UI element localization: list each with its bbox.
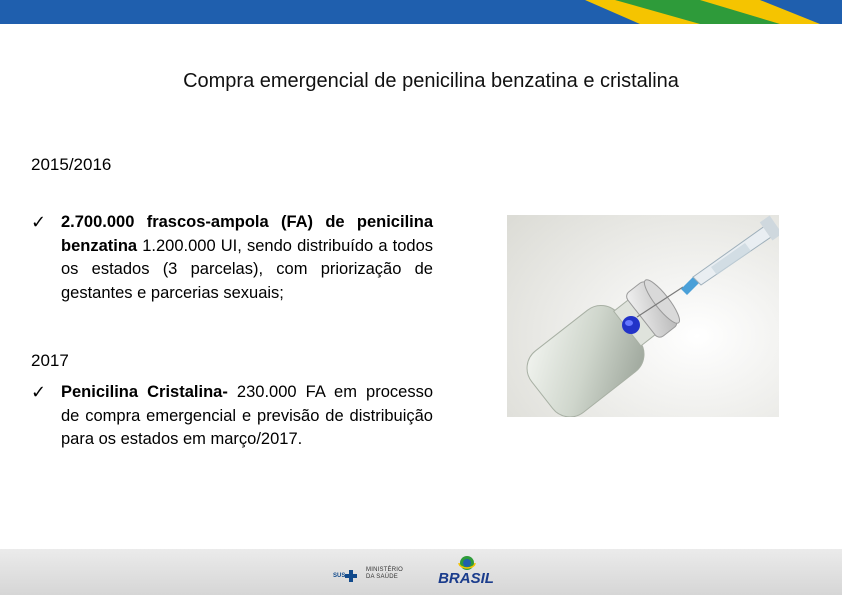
sus-label: SUS	[333, 573, 346, 579]
bullet-cristalina	[31, 381, 433, 452]
brasil-logo	[423, 555, 509, 589]
bullet-body-text: 1.200.000 UI, sendo distribuído a todos os estados (3 parcelas), com priorização de gestantes e parcerias sexuais;	[61, 236, 433, 302]
brasil-text: BRASIL	[438, 570, 494, 587]
footer-bar	[0, 549, 842, 595]
year-heading-2017: 2017	[31, 351, 69, 370]
ministry-label	[366, 567, 403, 581]
bullet-benzatina	[31, 211, 433, 305]
bullet-text	[61, 381, 433, 452]
slide-title: Compra emergencial de penicilina benzatina e cristalina	[183, 70, 679, 92]
bullet-body-text: 230.000 FA em processo de compra emergencial e previsão de distribuição para os estados em março/2017.	[61, 383, 433, 448]
top-banner	[0, 0, 842, 24]
ministry-line-1: MINISTÉRIO	[366, 567, 404, 573]
check-icon: ✓	[31, 212, 47, 232]
vial-syringe-photo	[507, 215, 779, 417]
check-icon: ✓	[31, 382, 47, 402]
bullet-bold-text: 2.700.000 frascos-ampola (FA) de penicilina benzatina	[61, 213, 433, 255]
year-heading-2015-2016: 2015/2016	[31, 155, 112, 174]
bullet-text	[61, 211, 433, 305]
ministry-line-2: DA SAÚDE	[366, 574, 398, 580]
bullet-bold-text: Penicilina Cristalina-	[61, 383, 228, 401]
sus-cross-icon	[345, 570, 357, 582]
